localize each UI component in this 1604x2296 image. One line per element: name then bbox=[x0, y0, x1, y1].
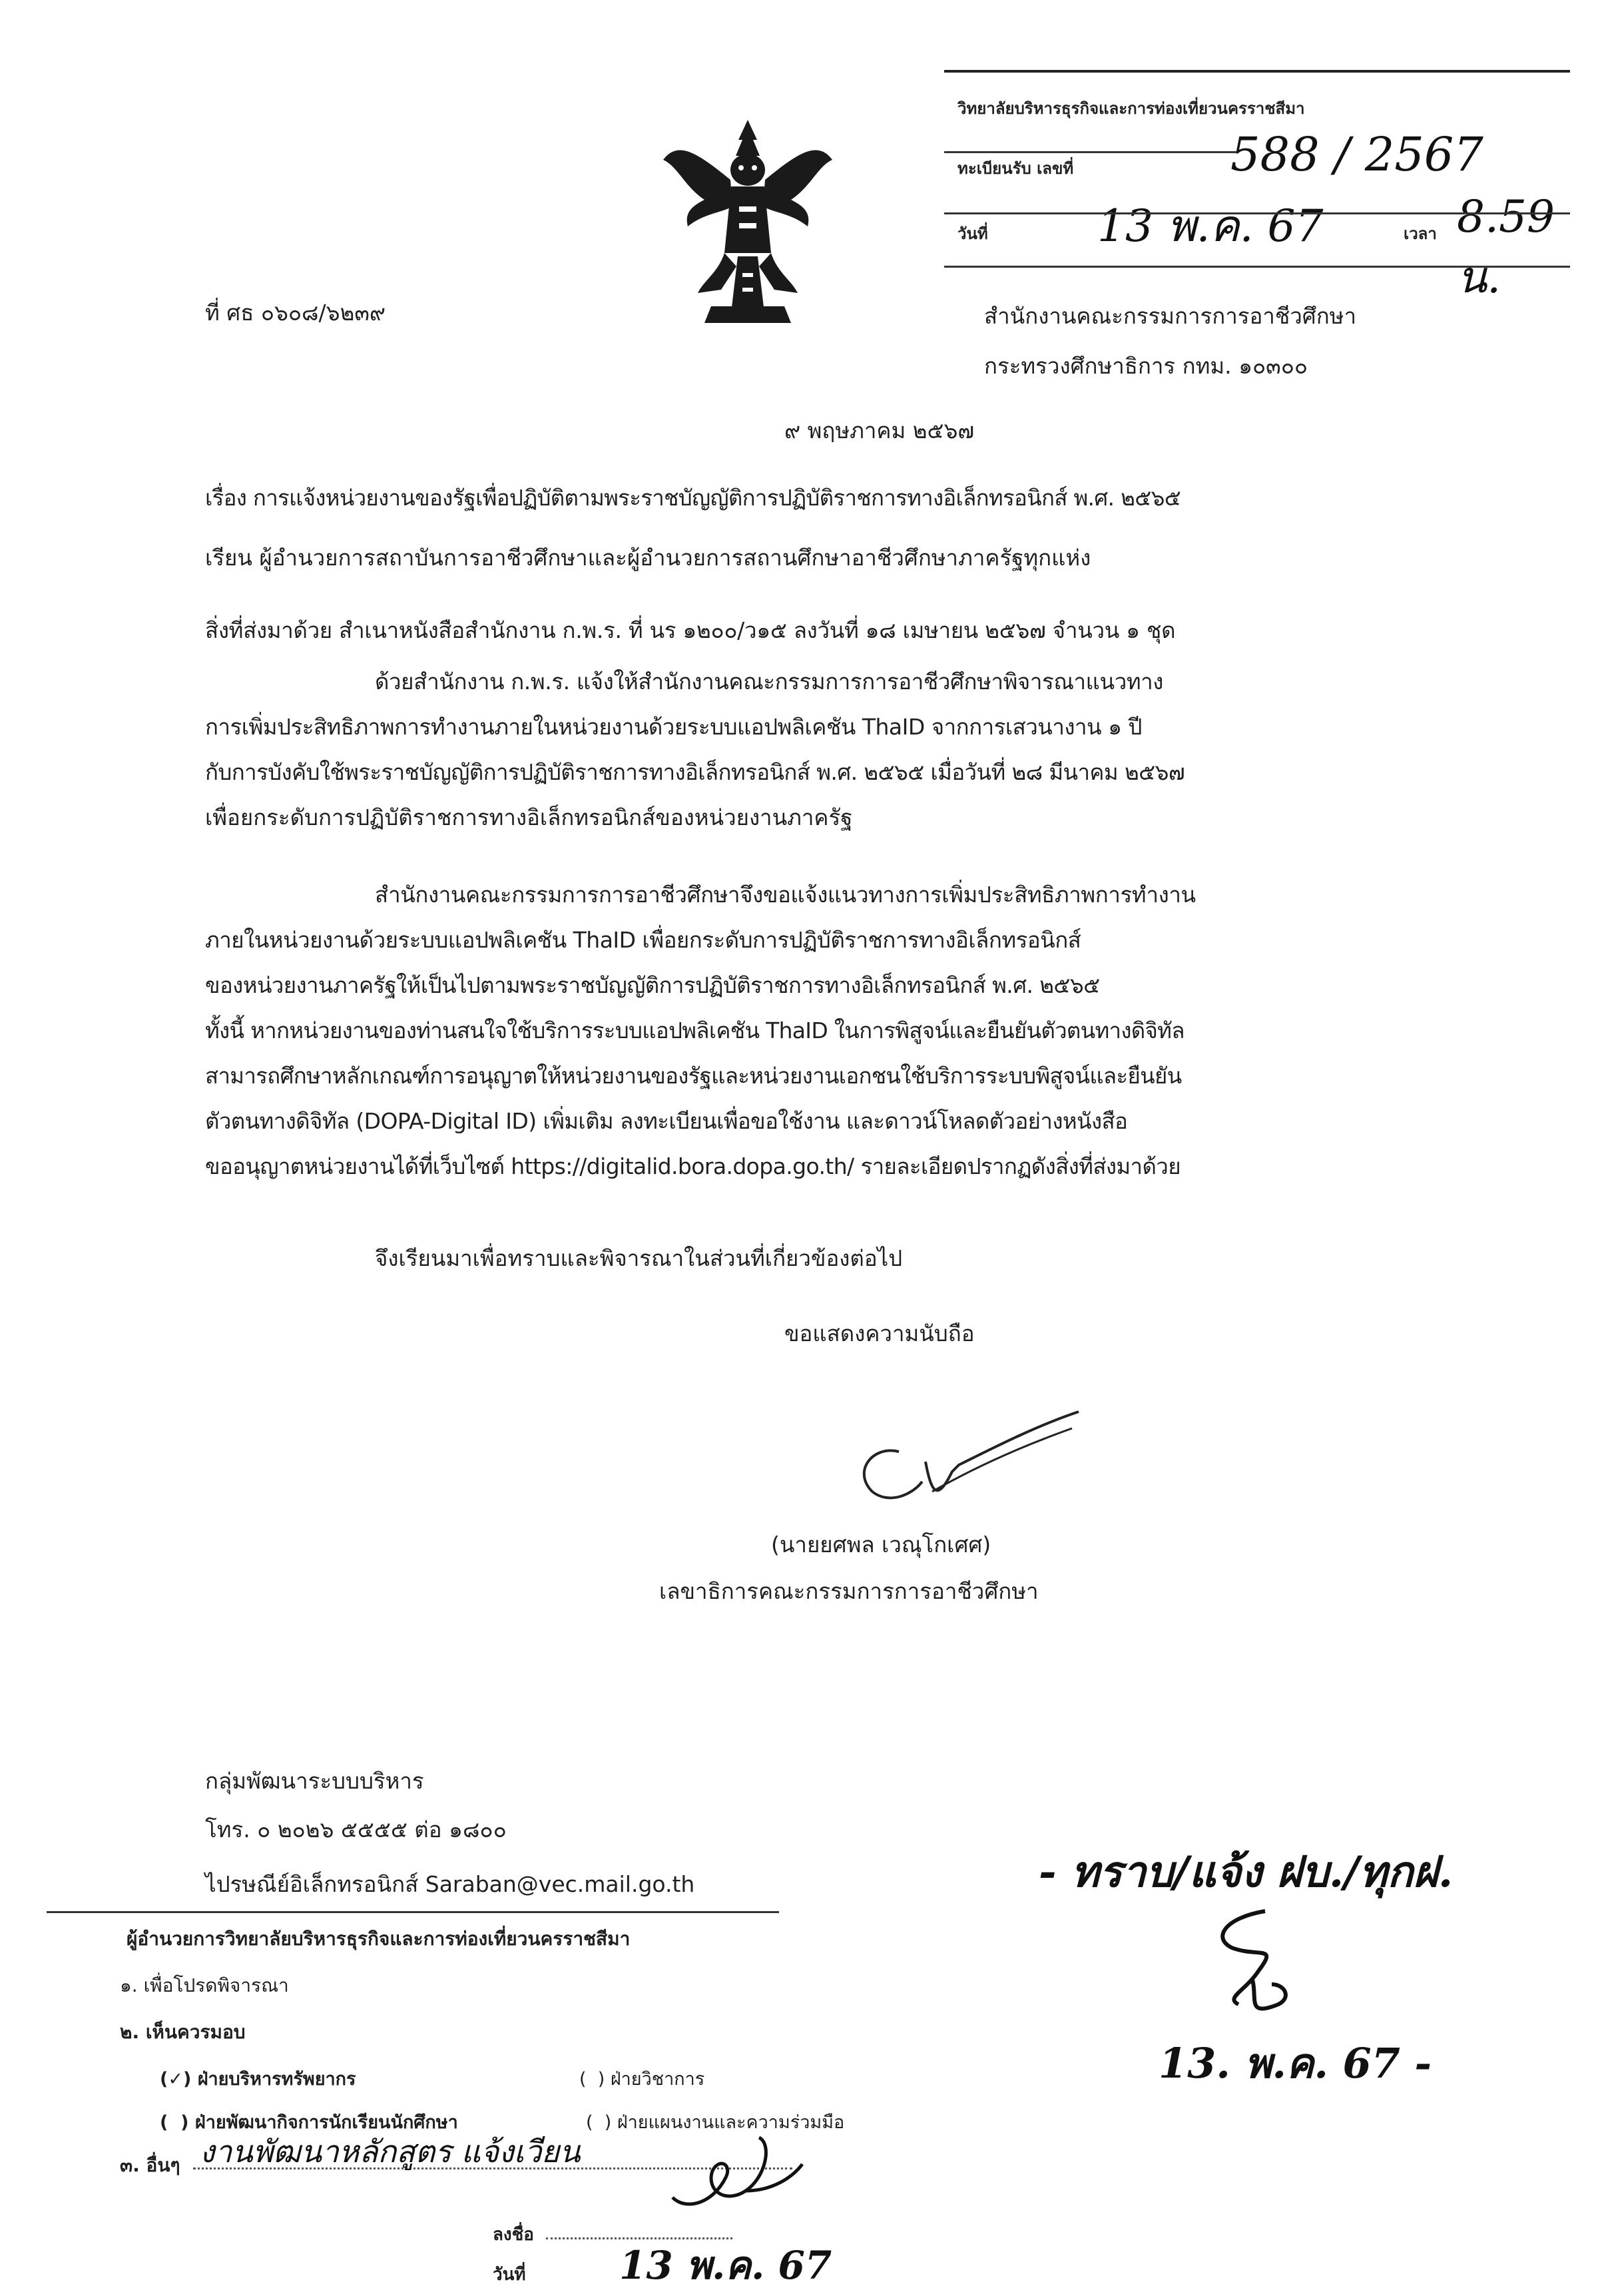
director-note-date: 13. พ.ค. 67 - bbox=[1159, 2039, 1432, 2088]
paragraph-2 bbox=[205, 872, 1447, 1189]
stamp-org: วิทยาลัยบริหารธุรกิจและการท่องเที่ยวนครราชสีมา bbox=[957, 99, 1305, 118]
receiving-stamp bbox=[944, 70, 1570, 303]
signer-title: เลขาธิการคณะกรรมการการอาชีวศึกษา bbox=[659, 1578, 1039, 1604]
checkbox-icon: ( ) bbox=[586, 2112, 617, 2133]
routing-option-student: ( ) ฝ่ายพัฒนากิจการนักเรียนนักศึกษา bbox=[160, 2112, 458, 2133]
stamp-reg-label: ทะเบียนรับ เลขที่ bbox=[957, 159, 1074, 178]
paragraph-2-line: สามารถศึกษาหลักเกณฑ์การอนุญาตให้หน่วยงานของรัฐและหน่วยงานเอกชนใช้บริการระบบพิสูจน์และยืนยัน bbox=[205, 1063, 1182, 1089]
routing-option-planning: ( ) ฝ่ายแผนงานและความร่วมมือ bbox=[586, 2112, 845, 2133]
closing-greeting: ขอแสดงความนับถือ bbox=[784, 1320, 975, 1346]
paragraph-1-line: ด้วยสำนักงาน ก.พ.ร. แจ้งให้สำนักงานคณะกรรมการการอาชีวศึกษาพิจารณาแนวทาง bbox=[375, 669, 1164, 695]
paragraph-2-line: สำนักงานคณะกรรมการการอาชีวศึกษาจึงขอแจ้งแนวทางการเพิ่มประสิทธิภาพการทำงาน bbox=[375, 882, 1196, 908]
paragraph-2-line: ภายในหน่วยงานด้วยระบบแอปพลิเคชัน ThaID เพื่อยกระดับการปฏิบัติราชการทางอิเล็กทรอนิกส์ bbox=[205, 927, 1081, 953]
paragraph-2-line: ขออนุญาตหน่วยงานได้ที่เว็บไซต์ https://digitalid.bora.dopa.go.th/ รายละเอียดปรากฏดังสิ่งที่ส่งมาด้วย bbox=[205, 1153, 1181, 1179]
routing-to: ผู้อำนวยการวิทยาลัยบริหารธุรกิจและการท่องเที่ยวนครราชสีมา bbox=[127, 1928, 631, 1950]
checkbox-icon: ( ) bbox=[160, 2112, 195, 2133]
routing-item-1: ๑. เพื่อโปรดพิจารณา bbox=[120, 1974, 289, 1996]
stamp-time-label: เวลา bbox=[1404, 224, 1437, 243]
director-signature bbox=[1185, 1898, 1318, 2031]
routing-date-handwriting: 13 พ.ค. 67 bbox=[619, 2243, 832, 2288]
routing-stamp bbox=[0, 1898, 932, 2288]
signer-name: (นายยศพล เวณุโกเศศ) bbox=[771, 1532, 991, 1558]
routing-option-academic: ( ) ฝ่ายวิชาการ bbox=[579, 2069, 705, 2090]
stamp-date-value: 13 พ.ค. 67 bbox=[1097, 200, 1324, 252]
paragraph-1 bbox=[205, 659, 1447, 840]
contact-email: ไปรษณีย์อิเล็กทรอนิกส์ Saraban@vec.mail.go.th bbox=[205, 1871, 695, 1897]
enclosure-line: สิ่งที่ส่งมาด้วย สำเนาหนังสือสำนักงาน ก.พ.ร. ที่ นร ๑๒๐๐/ว๑๕ ลงวันที่ ๑๘ เมษายน ๒๕๖๗ จำนวน ๑ ชุด bbox=[205, 617, 1176, 643]
checkbox-checked-icon: (✓) bbox=[160, 2069, 198, 2090]
routing-option-resources: (✓) ฝ่ายบริหารทรัพยากร bbox=[160, 2069, 356, 2090]
closing-paragraph: จึงเรียนมาเพื่อทราบและพิจารณาในส่วนที่เกี่ยวข้องต่อไป bbox=[375, 1245, 903, 1271]
routing-sign-label: ลงชื่อ bbox=[493, 2225, 534, 2245]
paragraph-2-line: ของหน่วยงานภาครัฐให้เป็นไปตามพระราชบัญญัติการปฏิบัติราชการทางอิเล็กทรอนิกส์ พ.ศ. ๒๕๖๕ bbox=[205, 972, 1100, 998]
contact-group: กลุ่มพัฒนาระบบบริหาร bbox=[205, 1768, 424, 1794]
signature bbox=[826, 1398, 1092, 1518]
routing-date-label: วันที่ bbox=[493, 2265, 526, 2285]
routing-item-2: ๒. เห็นควรมอบ bbox=[120, 2021, 246, 2043]
checkbox-icon: ( ) bbox=[579, 2069, 611, 2090]
contact-phone: โทร. ๐ ๒๐๒๖ ๕๕๕๕ ต่อ ๑๘๐๐ bbox=[205, 1817, 507, 1843]
paragraph-2-line: ทั้งนี้ หากหน่วยงานของท่านสนใจใช้บริการระบบแอปพลิเคชัน ThaID ในการพิสูจน์และยืนยันตัวตนทางดิจิทัล bbox=[205, 1017, 1185, 1043]
stamp-time-value: 8.59 น. bbox=[1457, 191, 1555, 303]
stamp-date-label: วันที่ bbox=[957, 224, 988, 243]
routing-item-3-handwriting: งานพัฒนาหลักสูตร แจ้งเวียน bbox=[200, 2134, 581, 2169]
routing-item-3-label: ๓. อื่นๆ bbox=[120, 2154, 180, 2176]
office-address: กระทรวงศึกษาธิการ กทม. ๑๐๓๐๐ bbox=[984, 353, 1308, 379]
paragraph-1-line: การเพิ่มประสิทธิภาพการทำงานภายในหน่วยงานด้วยระบบแอปพลิเคชัน ThaID จากการเสวนางาน ๑ ปี bbox=[205, 714, 1142, 740]
director-note: - ทราบ/แจ้ง ฝบ./ทุกฝ. bbox=[1039, 1847, 1454, 1897]
routing-signature bbox=[659, 2118, 812, 2217]
subject-line: เรื่อง การแจ้งหน่วยงานของรัฐเพื่อปฏิบัติตามพระราชบัญญัติการปฏิบัติราชการทางอิเล็กทรอนิกส์ พ.ศ. ๒๕๖๕ bbox=[205, 485, 1181, 511]
paragraph-1-line: เพื่อยกระดับการปฏิบัติราชการทางอิเล็กทรอนิกส์ของหน่วยงานภาครัฐ bbox=[205, 804, 853, 830]
office-name: สำนักงานคณะกรรมการการอาชีวศึกษา bbox=[984, 303, 1356, 329]
salutation-line: เรียน ผู้อำนวยการสถาบันการอาชีวศึกษาและผู้อำนวยการสถานศึกษาอาชีวศึกษาภาครัฐทุกแห่ง bbox=[205, 545, 1091, 571]
paragraph-1-line: กับการบังคับใช้พระราชบัญญัติการปฏิบัติราชการทางอิเล็กทรอนิกส์ พ.ศ. ๒๕๖๕ เมื่อวันที่ ๒๘ มีนาคม ๒๕๖๗ bbox=[205, 759, 1185, 785]
paragraph-2-line: ตัวตนทางดิจิทัล (DOPA-Digital ID) เพิ่มเติม ลงทะเบียนเพื่อขอใช้งาน และดาวน์โหลดตัวอย่างหนังสือ bbox=[205, 1108, 1128, 1134]
letter-date: ๙ พฤษภาคม ๒๕๖๗ bbox=[784, 418, 975, 443]
stamp-reg-value: 588 / 2567 bbox=[1230, 127, 1483, 182]
garuda-emblem bbox=[658, 113, 838, 326]
reference-number: ที่ ศธ ๐๖๐๘/๖๒๓๙ bbox=[205, 300, 386, 326]
